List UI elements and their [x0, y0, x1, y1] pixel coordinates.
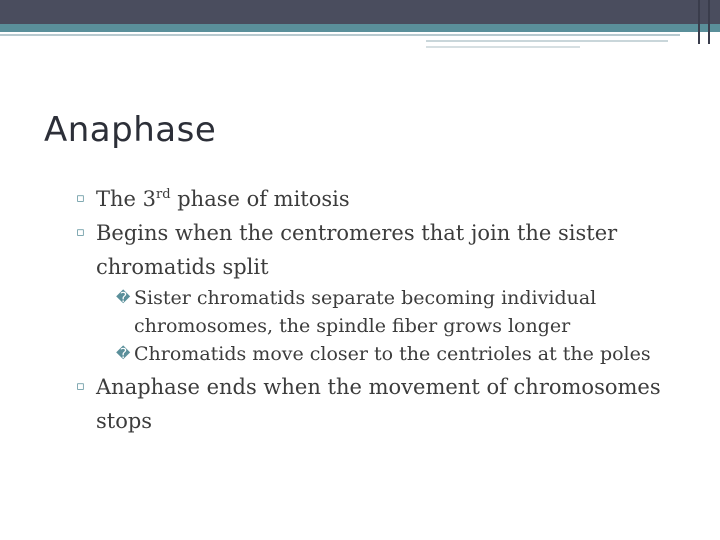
sub-bullet-text: Sister chromatids separate becoming individual chromosomes, the spindle fiber grows longer	[134, 287, 597, 337]
bullet-item	[76, 370, 696, 438]
thin-decor-line	[426, 40, 668, 42]
bullet-text: The 3rd phase of mitosis	[96, 187, 350, 211]
bullet-square-icon: ▫	[76, 225, 85, 240]
thin-decor-line	[426, 46, 580, 48]
bullet-item	[76, 216, 696, 284]
bullet-text: Begins when the centromeres that join the sister chromatids split	[96, 221, 618, 279]
vertical-decor-line	[698, 0, 700, 44]
bullet-square-icon: ▫	[76, 191, 85, 206]
sub-bullet-icon: �	[116, 290, 131, 306]
sub-bullet-item	[116, 284, 696, 340]
top-decor-bar	[0, 0, 720, 24]
bullet-square-icon: ▫	[76, 379, 85, 394]
vertical-decor-line	[708, 0, 710, 44]
sub-bullet-text: Chromatids move closer to the centrioles at the poles	[134, 343, 651, 365]
slide-title: Anaphase	[44, 110, 217, 150]
thin-decor-line	[0, 34, 680, 36]
bullet-text: Anaphase ends when the movement of chromosomes stops	[96, 375, 661, 433]
bullet-item	[76, 182, 696, 216]
accent-decor-bar	[0, 24, 720, 32]
slide-body	[76, 182, 696, 438]
sub-bullet-item	[116, 340, 696, 368]
sub-bullet-icon: �	[116, 346, 131, 362]
